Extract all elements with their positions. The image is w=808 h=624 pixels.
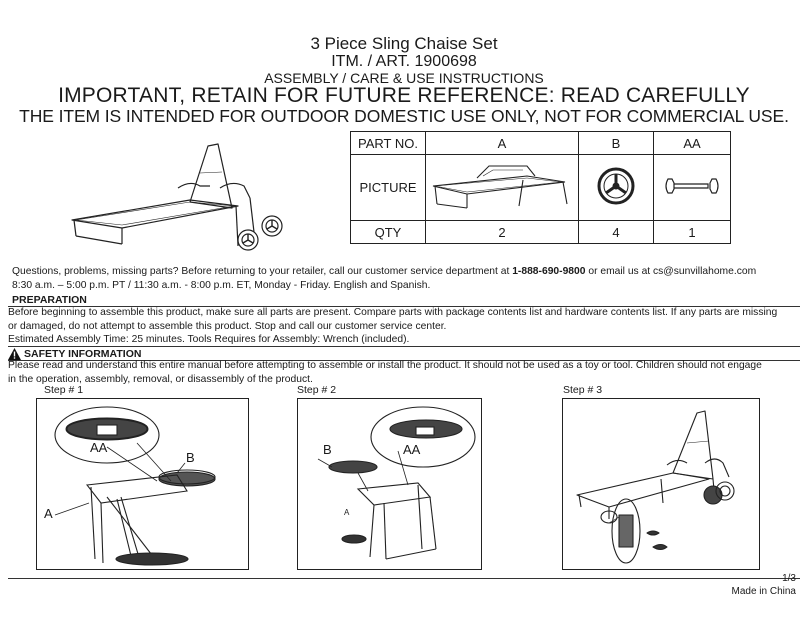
wheel-icon — [579, 155, 654, 221]
chaise-frame-icon — [426, 155, 579, 221]
qty-a: 2 — [426, 221, 579, 244]
footer-divider — [8, 578, 800, 579]
wrench-icon — [654, 155, 731, 221]
preparation-text: Before beginning to assemble this product, make sure all parts are present. Compare parts with package contents list and hardware contents list. If any parts are missing or damaged, do not attempt to assemble this product. Stop and call our customer service center. Estimated Assembly Time: 25 minutes. Tools Requires for Assembly: Wrench (included). — [8, 307, 778, 345]
part-no-aa: AA — [654, 132, 731, 155]
page-number: 1/3 — [782, 573, 796, 584]
step-2-label: Step # 2 — [297, 384, 337, 396]
row-label-qty: QTY — [351, 221, 426, 244]
parts-table — [350, 131, 731, 244]
step-1-label: Step # 1 — [44, 384, 84, 396]
important-notice: IMPORTANT, RETAIN FOR FUTURE REFERENCE: READ CAREFULLY — [58, 84, 750, 107]
qty-b: 4 — [579, 221, 654, 244]
document-subtitle: ASSEMBLY / CARE & USE INSTRUCTIONS — [264, 70, 544, 86]
part-no-b: B — [579, 132, 654, 155]
document-title: 3 Piece Sling Chaise Set — [310, 34, 498, 53]
contact-line-2: 8:30 a.m. – 5:00 p.m. PT / 11:30 a.m. - 8:00 p.m. ET, Monday - Friday. English and Spanish. — [12, 280, 431, 291]
step-3-label: Step # 3 — [563, 384, 603, 396]
section-divider — [8, 346, 800, 347]
step-3-diagram — [562, 398, 760, 570]
step-2-diagram — [297, 398, 482, 570]
callout-b: B — [323, 442, 332, 457]
callout-a-small: A — [344, 508, 350, 517]
step-1-diagram — [36, 398, 249, 570]
chaise-lounge-illustration — [60, 128, 340, 258]
safety-heading: SAFETY INFORMATION — [24, 348, 142, 360]
contact-line-1: Questions, problems, missing parts? Before returning to your retailer, call our customer service department at 1-888-690-9800 or email us at cs@sunvillahome.com — [12, 266, 757, 277]
safety-text: Please read and understand this entire manual before attempting to assemble or install the product. It should not be used as a toy or tool. Children should not engage in the operation, assembly, removal, or disassembly of the product. — [8, 360, 762, 385]
part-no-a: A — [426, 132, 579, 155]
row-label-picture: PICTURE — [351, 155, 426, 221]
usage-notice: THE ITEM IS INTENDED FOR OUTDOOR DOMESTIC USE ONLY, NOT FOR COMMERCIAL USE. — [19, 106, 789, 126]
callout-b: B — [186, 450, 195, 465]
row-label-part-no: PART NO. — [351, 132, 426, 155]
qty-aa: 1 — [654, 221, 731, 244]
made-in-label: Made in China — [731, 586, 796, 597]
phone-number: 1-888-690-9800 — [512, 266, 586, 277]
item-number: ITM. / ART. 1900698 — [331, 53, 477, 70]
callout-aa: AA — [403, 442, 421, 457]
preparation-heading: PREPARATION — [12, 294, 87, 306]
callout-a: A — [44, 506, 53, 521]
callout-aa: AA — [90, 440, 108, 455]
